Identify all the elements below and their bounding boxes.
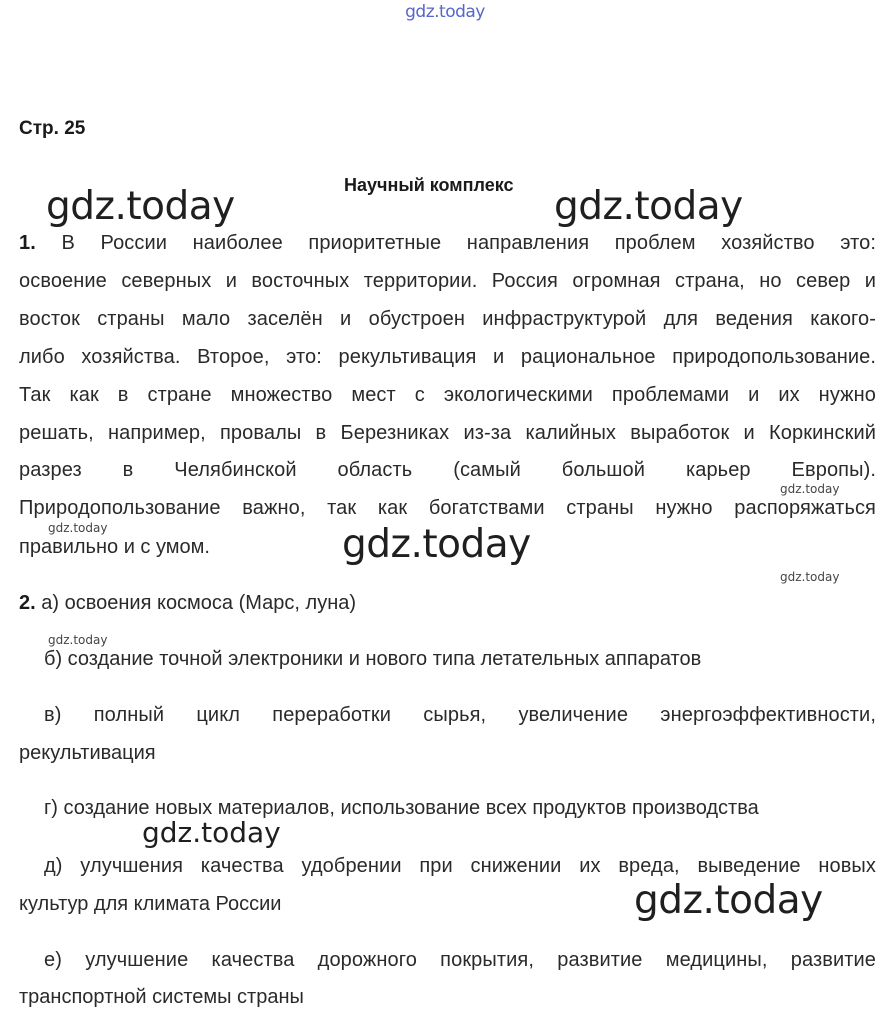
- q2-item-b: б) создание точной электроники и нового типа летательных аппаратов: [44, 648, 702, 670]
- q2-number: 2.: [19, 592, 36, 614]
- q2-item-v-line-2: рекультивация: [19, 742, 156, 764]
- q1-line-6: решать, например, провалы в Березниках из-за калийных выработок и Коркинский: [19, 422, 876, 444]
- q2-item-v-line-1: в) полный цикл переработки сырья, увеличение энергоэффективности,: [44, 704, 876, 726]
- watermark-small: gdz.today: [780, 570, 840, 584]
- q2-a-text: а) освоения космоса (Марс, луна): [41, 592, 357, 614]
- watermark-small: gdz.today: [48, 633, 108, 647]
- watermark-small: gdz.today: [780, 482, 840, 496]
- q1-line-1: [19, 232, 876, 255]
- watermark-top: gdz.today: [405, 2, 485, 22]
- q1-line-5: Так как в стране множество мест с экологическими проблемами и их нужно: [19, 384, 876, 406]
- q2-item-d-line-2: культур для климата России: [19, 893, 282, 915]
- q1-line-2: освоение северных и восточных территории. Россия огромная страна, но север и: [19, 270, 876, 292]
- page-number: Стр. 25: [19, 118, 86, 139]
- watermark-medium: gdz.today: [142, 816, 281, 849]
- watermark-large: gdz.today: [634, 878, 823, 923]
- q1-line-9: правильно и с умом.: [19, 536, 210, 558]
- q2-item-a: [19, 592, 356, 615]
- watermark-large: gdz.today: [46, 184, 235, 229]
- q1-number: 1.: [19, 232, 36, 254]
- q1-line-3: восток страны мало заселён и обустроен инфраструктурой для ведения какого-: [19, 308, 876, 330]
- q1-text: В России наиболее приоритетные направления проблем хозяйство это:: [61, 232, 876, 254]
- section-heading: Научный комплекс: [344, 175, 514, 195]
- watermark-large: gdz.today: [554, 184, 743, 229]
- q2-item-e-line-1: е) улучшение качества дорожного покрытия, развитие медицины, развитие: [44, 949, 876, 971]
- q2-item-g: г) создание новых материалов, использование всех продуктов производства: [44, 797, 759, 819]
- q2-item-d-line-1: д) улучшения качества удобрении при снижении их вреда, выведение новых: [44, 855, 876, 877]
- watermark-large: gdz.today: [342, 522, 531, 567]
- q1-line-7: разрез в Челябинской область (самый большой карьер Европы).: [19, 459, 876, 481]
- q2-item-e-line-2: транспортной системы страны: [19, 986, 304, 1008]
- q1-line-8: Природопользование важно, так как богатствами страны нужно распоряжаться: [19, 497, 876, 519]
- q1-line-4: либо хозяйства. Второе, это: рекультивация и рациональное природопользование.: [19, 346, 876, 368]
- watermark-small: gdz.today: [48, 521, 108, 535]
